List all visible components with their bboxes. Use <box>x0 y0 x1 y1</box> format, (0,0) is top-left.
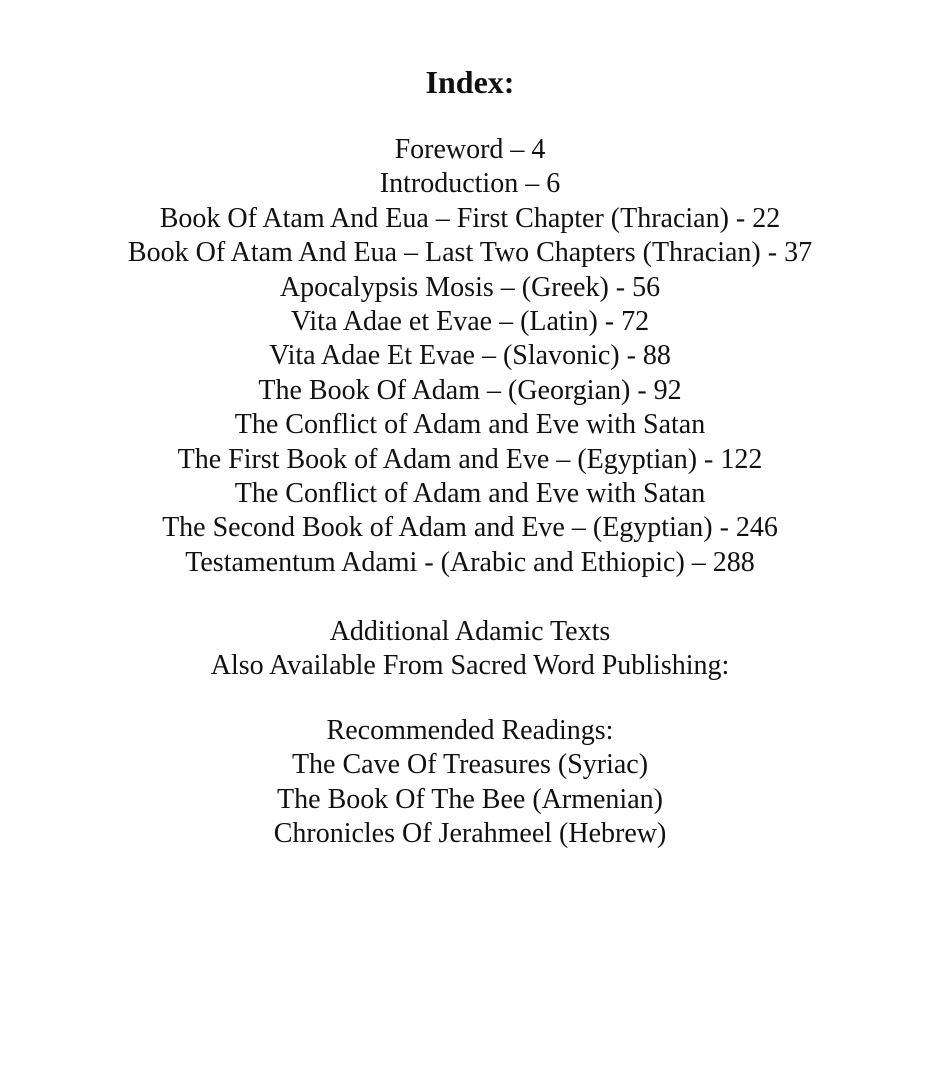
toc-entry-vita-latin: Vita Adae et Evae – (Latin) - 72 <box>290 306 650 338</box>
toc-entry-conflict-heading-2: The Conflict of Adam and Eve with Satan <box>234 478 706 510</box>
toc-entry-atam-eua-last: Book Of Atam And Eua – Last Two Chapters (Thracian) - 37 <box>127 237 813 269</box>
toc-entry-vita-slavonic: Vita Adae Et Evae – (Slavonic) - 88 <box>269 340 671 372</box>
additional-texts-heading: Additional Adamic Texts <box>329 616 611 647</box>
recommended-item: The Cave Of Treasures (Syriac) <box>291 749 649 781</box>
recommended-readings-heading: Recommended Readings: <box>326 715 614 746</box>
toc-entry-testamentum-adami: Testamentum Adami - (Arabic and Ethiopic) – 288 <box>185 546 755 578</box>
toc-entry-apocalypsis-mosis: Apocalypsis Mosis – (Greek) - 56 <box>279 271 661 303</box>
toc-entry-introduction: Introduction – 6 <box>379 168 561 200</box>
recommended-item: Chronicles Of Jerahmeel (Hebrew) <box>273 818 667 850</box>
toc-entry-foreword: Foreword – 4 <box>394 134 546 165</box>
table-of-contents <box>0 133 940 580</box>
additional-texts-section <box>0 615 940 684</box>
also-available-line: Also Available From Sacred Word Publishing: <box>210 650 730 682</box>
toc-entry-second-book-adam-eve: The Second Book of Adam and Eve – (Egyptian) - 246 <box>162 512 778 544</box>
toc-entry-atam-eua-first: Book Of Atam And Eua – First Chapter (Thracian) - 22 <box>159 202 781 234</box>
toc-entry-first-book-adam-eve: The First Book of Adam and Eve – (Egyptian) - 122 <box>177 443 763 475</box>
toc-entry-conflict-heading-1: The Conflict of Adam and Eve with Satan <box>234 409 706 441</box>
toc-entry-book-of-adam-georgian: The Book Of Adam – (Georgian) - 92 <box>258 374 682 406</box>
recommended-item: The Book Of The Bee (Armenian) <box>277 783 663 815</box>
recommended-readings-section <box>0 714 940 852</box>
index-title: Index: <box>425 64 515 100</box>
